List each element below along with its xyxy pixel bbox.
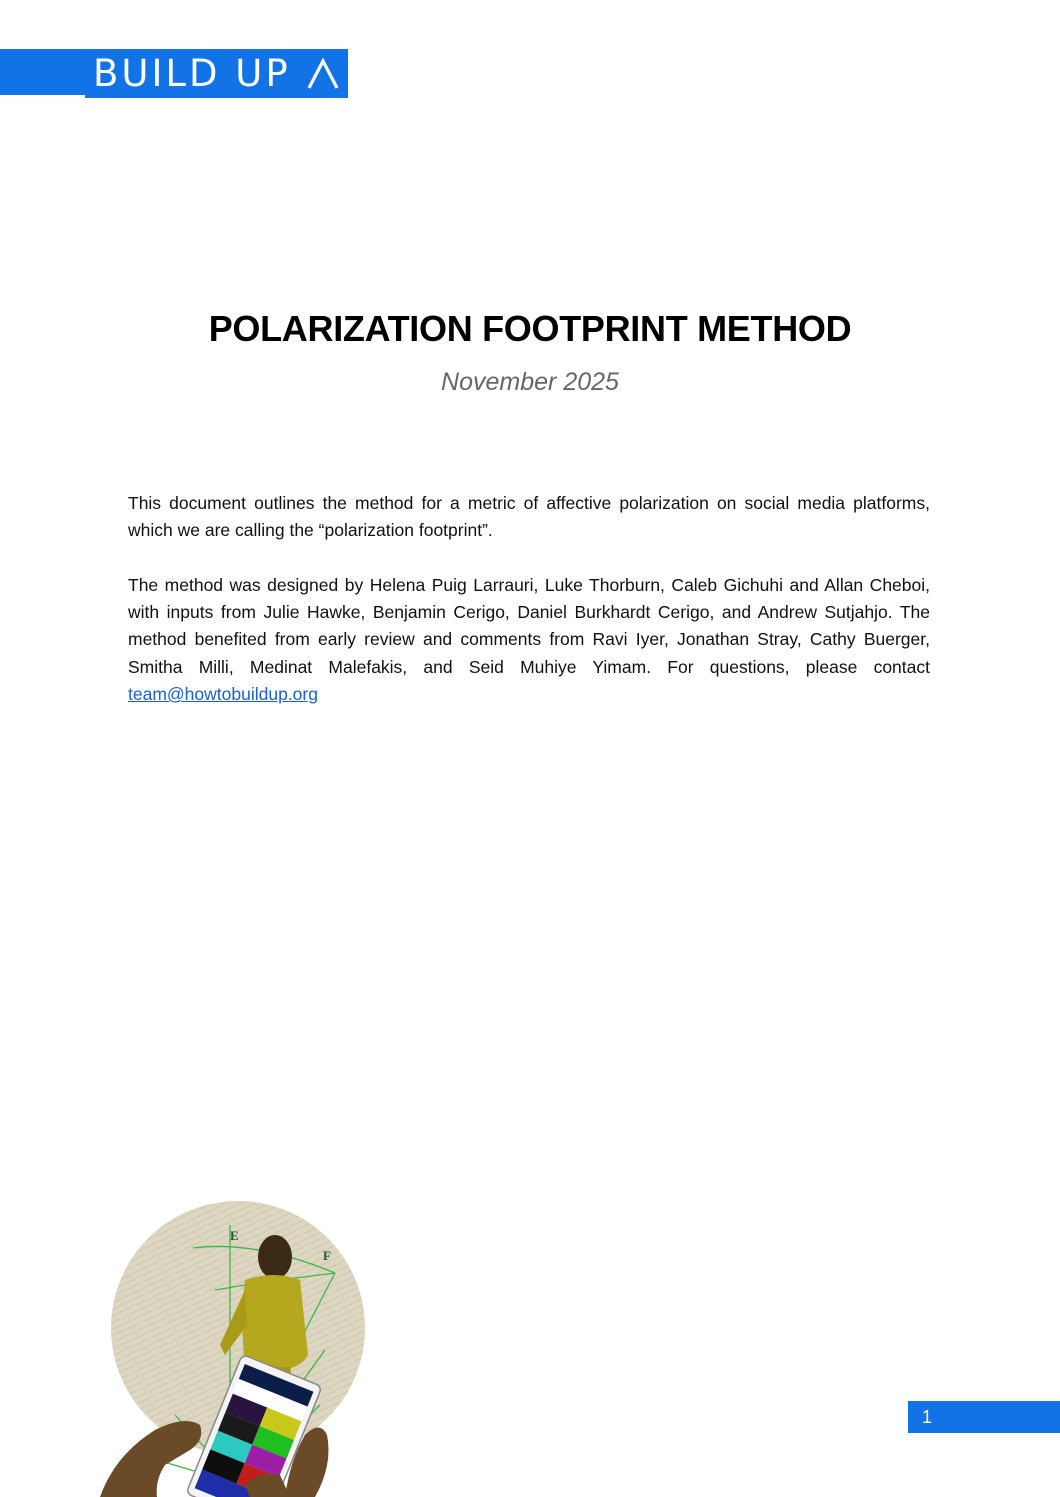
page-number: 1 [922,1407,933,1427]
document-body [128,490,930,736]
label-f: F [323,1248,331,1263]
credits-text: The method was designed by Helena Puig Larrauri, Luke Thorburn, Caleb Gichuhi and Allan Cheboi, with inputs from Julie Hawke, Benjamin Cerigo, Daniel Burkhardt Cerigo, and Andrew Sutjahjo. The method benefited from early review and comments from Ravi Iyer, Jonathan Stray, Cathy Buerger, Smitha Milli, Medinat Malefakis, and Seid Muhiye Yimam. For questions, please contact [128,574,930,677]
caret-up-icon [306,58,340,90]
intro-paragraph: This document outlines the method for a metric of affective polarization on social media platforms, which we are calling the “polarization footprint”. [128,493,930,541]
logo-divider [0,95,85,98]
document-date: November 2025 [441,368,619,396]
page-title: POLARIZATION FOOTPRINT METHOD [208,308,852,349]
label-e: E [230,1228,239,1243]
logo-text: BUILD UP [93,52,291,95]
page-number-badge [908,1401,1060,1433]
credits-paragraph [128,572,930,708]
cover-illustration [95,1195,385,1497]
contact-email-link[interactable]: team@howtobuildup.org [128,684,318,705]
